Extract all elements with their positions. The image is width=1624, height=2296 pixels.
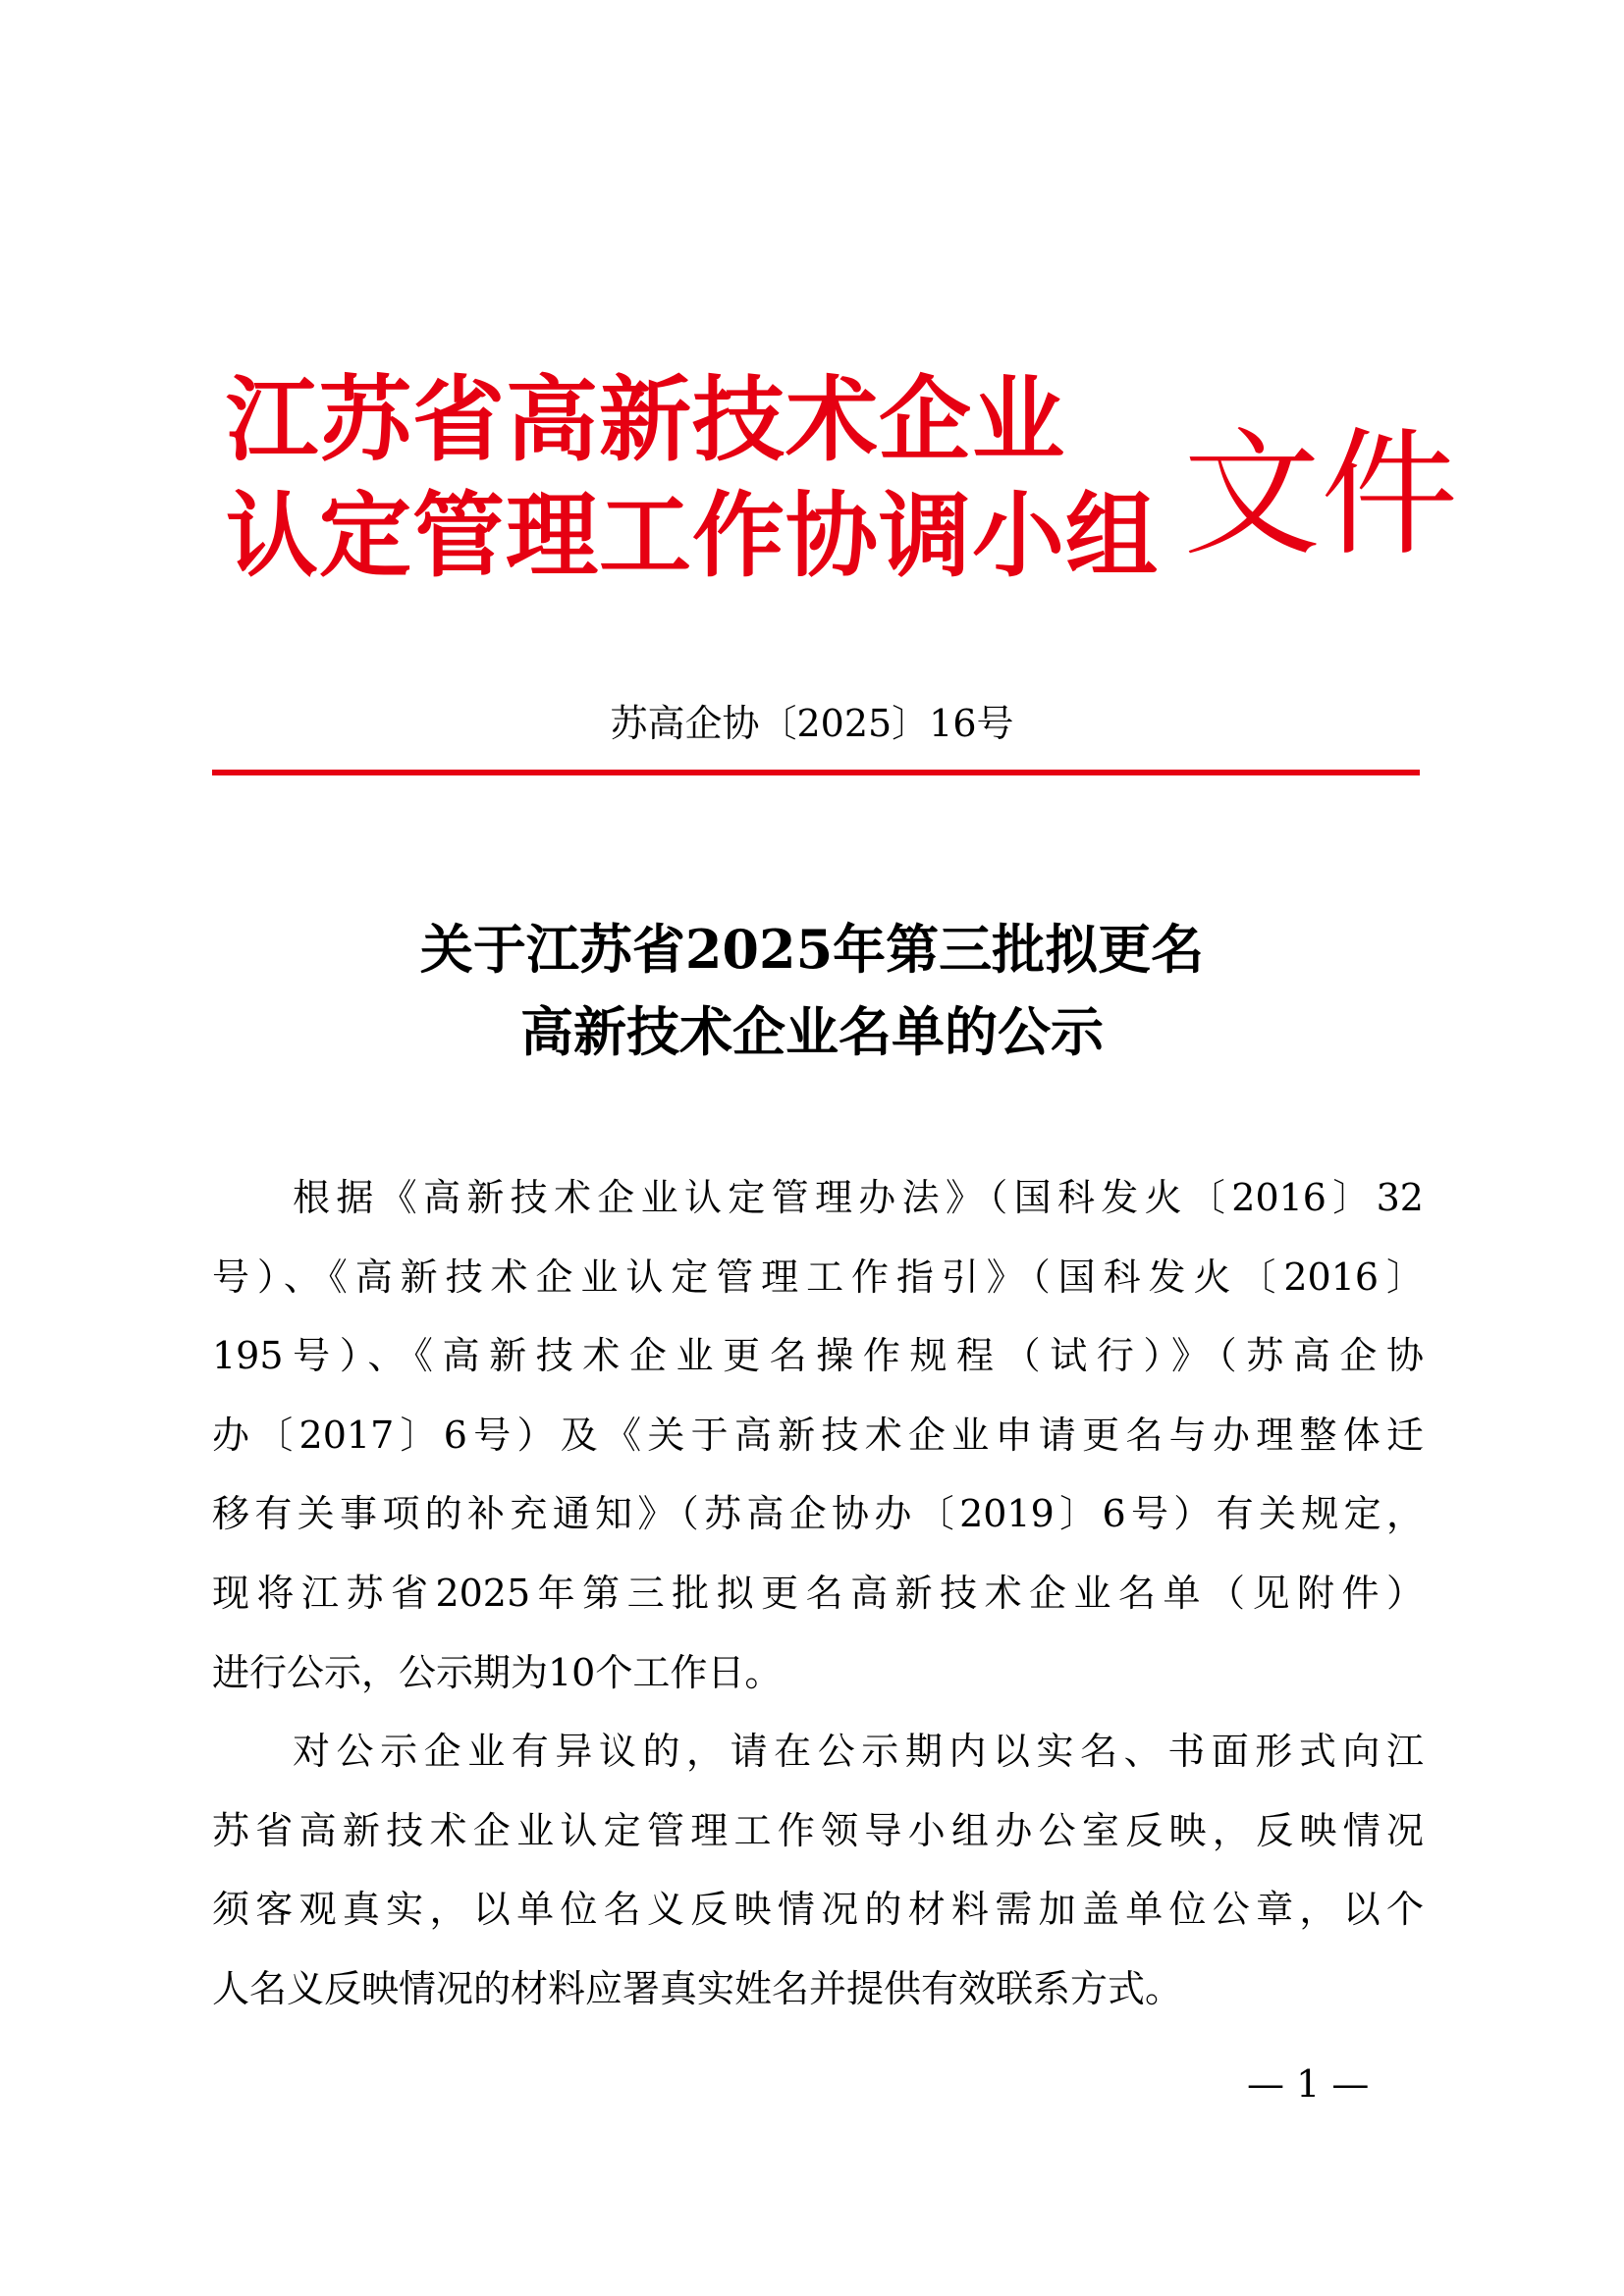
masthead-issuer — [226, 363, 1160, 595]
title-line-1: 关于江苏省2025年第三批拟更名 — [419, 918, 1205, 981]
masthead-line-1: 江苏省高新技术企业 — [226, 367, 1066, 474]
paragraph-1-line: 号）、《高新技术企业认定管理工作指引》（国科发火〔2016〕 — [212, 1255, 1424, 1299]
document-number: 苏高企协〔2025〕16号 — [610, 702, 1014, 745]
red-masthead — [226, 363, 1459, 628]
paragraph-2-line: 苏省高新技术企业认定管理工作领导小组办公室反映，反映情况 — [212, 1808, 1424, 1852]
paragraph-1-line: 办〔2017〕6号）及《关于高新技术企业申请更名与办理整体迁 — [212, 1413, 1424, 1457]
paragraph-2-line: 对公示企业有异议的，请在公示期内以实名、书面形式向江 — [293, 1730, 1424, 1774]
paragraph-2-line: 人名义反映情况的材料应署真实姓名并提供有效联系方式。 — [212, 1966, 1183, 2010]
paragraph-1-line: 进行公示，公示期为10个工作日。 — [212, 1650, 783, 1694]
title-line-2: 高新技术企业名单的公示 — [520, 1000, 1104, 1063]
paragraph-1-line: 移有关事项的补充通知》（苏高企协办〔2019〕6号）有关规定， — [212, 1492, 1424, 1536]
page-number: — 1 — — [1247, 2062, 1370, 2106]
masthead-suffix: 文件 — [1183, 415, 1459, 575]
paragraph-1-line: 195号）、《高新技术企业更名操作规程（试行）》（苏高企协 — [212, 1334, 1424, 1378]
paragraph-1-line: 现将江苏省2025年第三批拟更名高新技术企业名单（见附件） — [212, 1571, 1424, 1615]
document-title — [0, 908, 1624, 1073]
document-body — [212, 1158, 1424, 2029]
masthead-line-2: 认定管理工作协调小组 — [226, 483, 1160, 590]
paragraph-1-line: 根据《高新技术企业认定管理办法》（国科发火〔2016〕32 — [293, 1176, 1424, 1219]
paragraph-2-line: 须客观真实，以单位名义反映情况的材料需加盖单位公章，以个 — [212, 1888, 1424, 1932]
red-separator-line — [212, 770, 1420, 775]
